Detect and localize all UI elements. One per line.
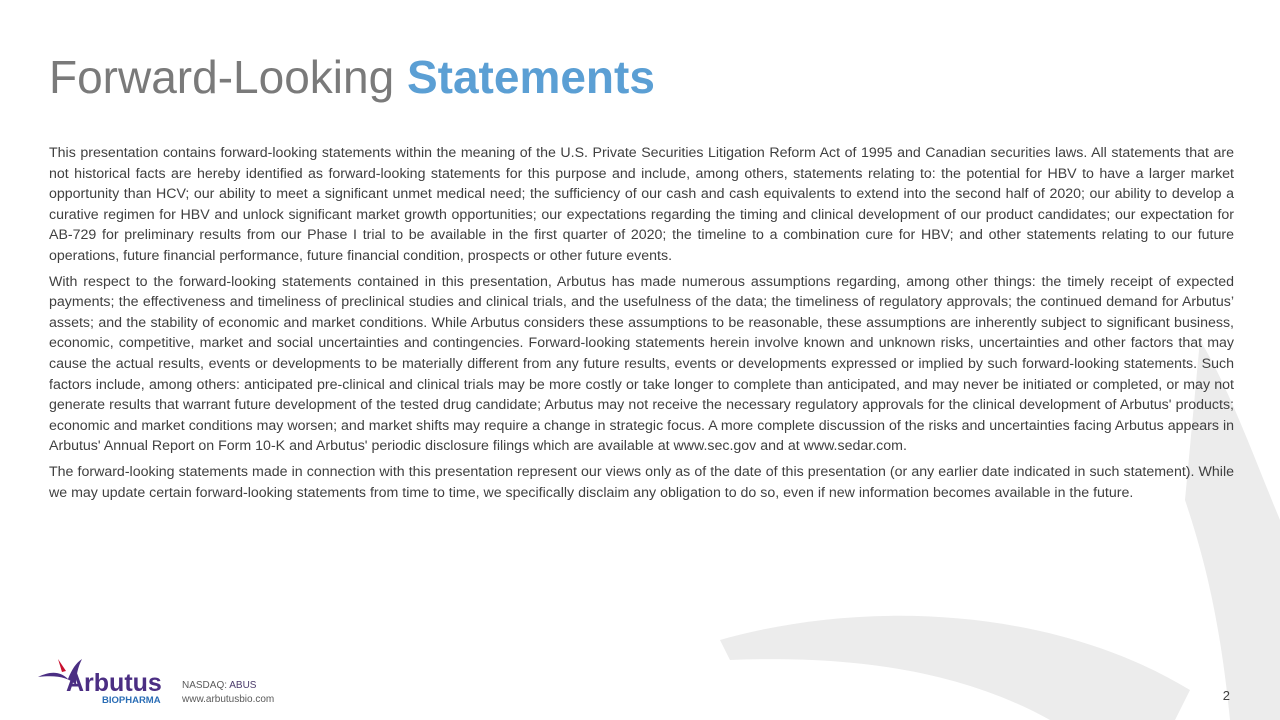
paragraph-2: With respect to the forward-looking statements contained in this presentation, Arbutus has made numerous assumptions regarding, among other things: the timely receipt of expected payments; the effectiveness and timeliness of preclinical studies and clinical trials, and the usefulness of the data; the timeliness of regulatory approvals; the continued demand for Arbutus’ assets; and the stability of economic and market conditions. While Arbutus considers these assumptions to be reasonable, these assumptions are inherently subject to significant business, economic, competitive, market and social uncertainties and contingencies. Forward-looking statements herein involve known and unknown risks, uncertainties and other factors that may cause the actual results, events or developments to be materially different from any future results, events or developments expressed or implied by such forward-looking statements. Such factors include, among others: anticipated pre-clinical and clinical trials may be more costly or take longer to complete than anticipated, and may never be initiated or completed, or may not generate results that warrant future development of the tested drug candidate; Arbutus may not receive the necessary regulatory approvals for the clinical development of Arbutus' products; economic and market conditions may worsen; and market shifts may require a change in strategic focus. A more complete discussion of the risks and uncertainties facing Arbutus appears in Arbutus' Annual Report on Form 10-K and Arbutus' periodic disclosure filings which are available at www.sec.gov and at www.sedar.com. <box>49 273 1234 455</box>
logo-accent-icon <box>58 659 66 672</box>
logo-wordmark: Arbutus <box>66 669 162 697</box>
page-number: 2 <box>1222 688 1230 703</box>
arbutus-logo <box>36 655 176 707</box>
nasdaq-label: NASDAQ: <box>182 680 228 691</box>
paragraph-1: This presentation contains forward-looking statements within the meaning of the U.S. Private Securities Litigation Reform Act of 1995 and Canadian securities laws. All statements that are not historical facts are hereby identified as forward-looking statements for this purpose and include, among others, statements relating to: the potential for HBV to have a larger market opportunity than HCV; our ability to meet a significant unmet medical need; the sufficiency of our cash and cash equivalents to extend into the second half of 2020; our ability to develop a curative regimen for HBV and unlock significant market growth opportunities; our expectations regarding the timing and clinical development of our product candidates; our expectation for AB-729 for preliminary results from our Phase I trial to be available in the first quarter of 2020; the timeline to a combination cure for HBV; and other statements relating to our future operations, future financial performance, future financial condition, prospects or other future events. <box>49 145 1234 264</box>
nasdaq-line <box>182 679 274 693</box>
footer-info <box>182 679 274 707</box>
website-link[interactable]: www.arbutusbio.com <box>182 694 275 705</box>
page-title <box>49 48 655 106</box>
title-part1: Forward-Looking <box>49 51 395 103</box>
paragraph-3: The forward-looking statements made in connection with this presentation represent our views only as of the date of this presentation (or any earlier date indicated in such statement). While we may update certain forward-looking statements from time to time, we specifically disclaim any obligation to do so, even if new information becomes available in the future. <box>49 463 1234 501</box>
body-text <box>49 143 1234 508</box>
logo-subtitle: BIOPHARMA <box>102 695 161 706</box>
title-part2: Statements <box>406 51 655 103</box>
nasdaq-ticker: ABUS <box>229 680 257 691</box>
